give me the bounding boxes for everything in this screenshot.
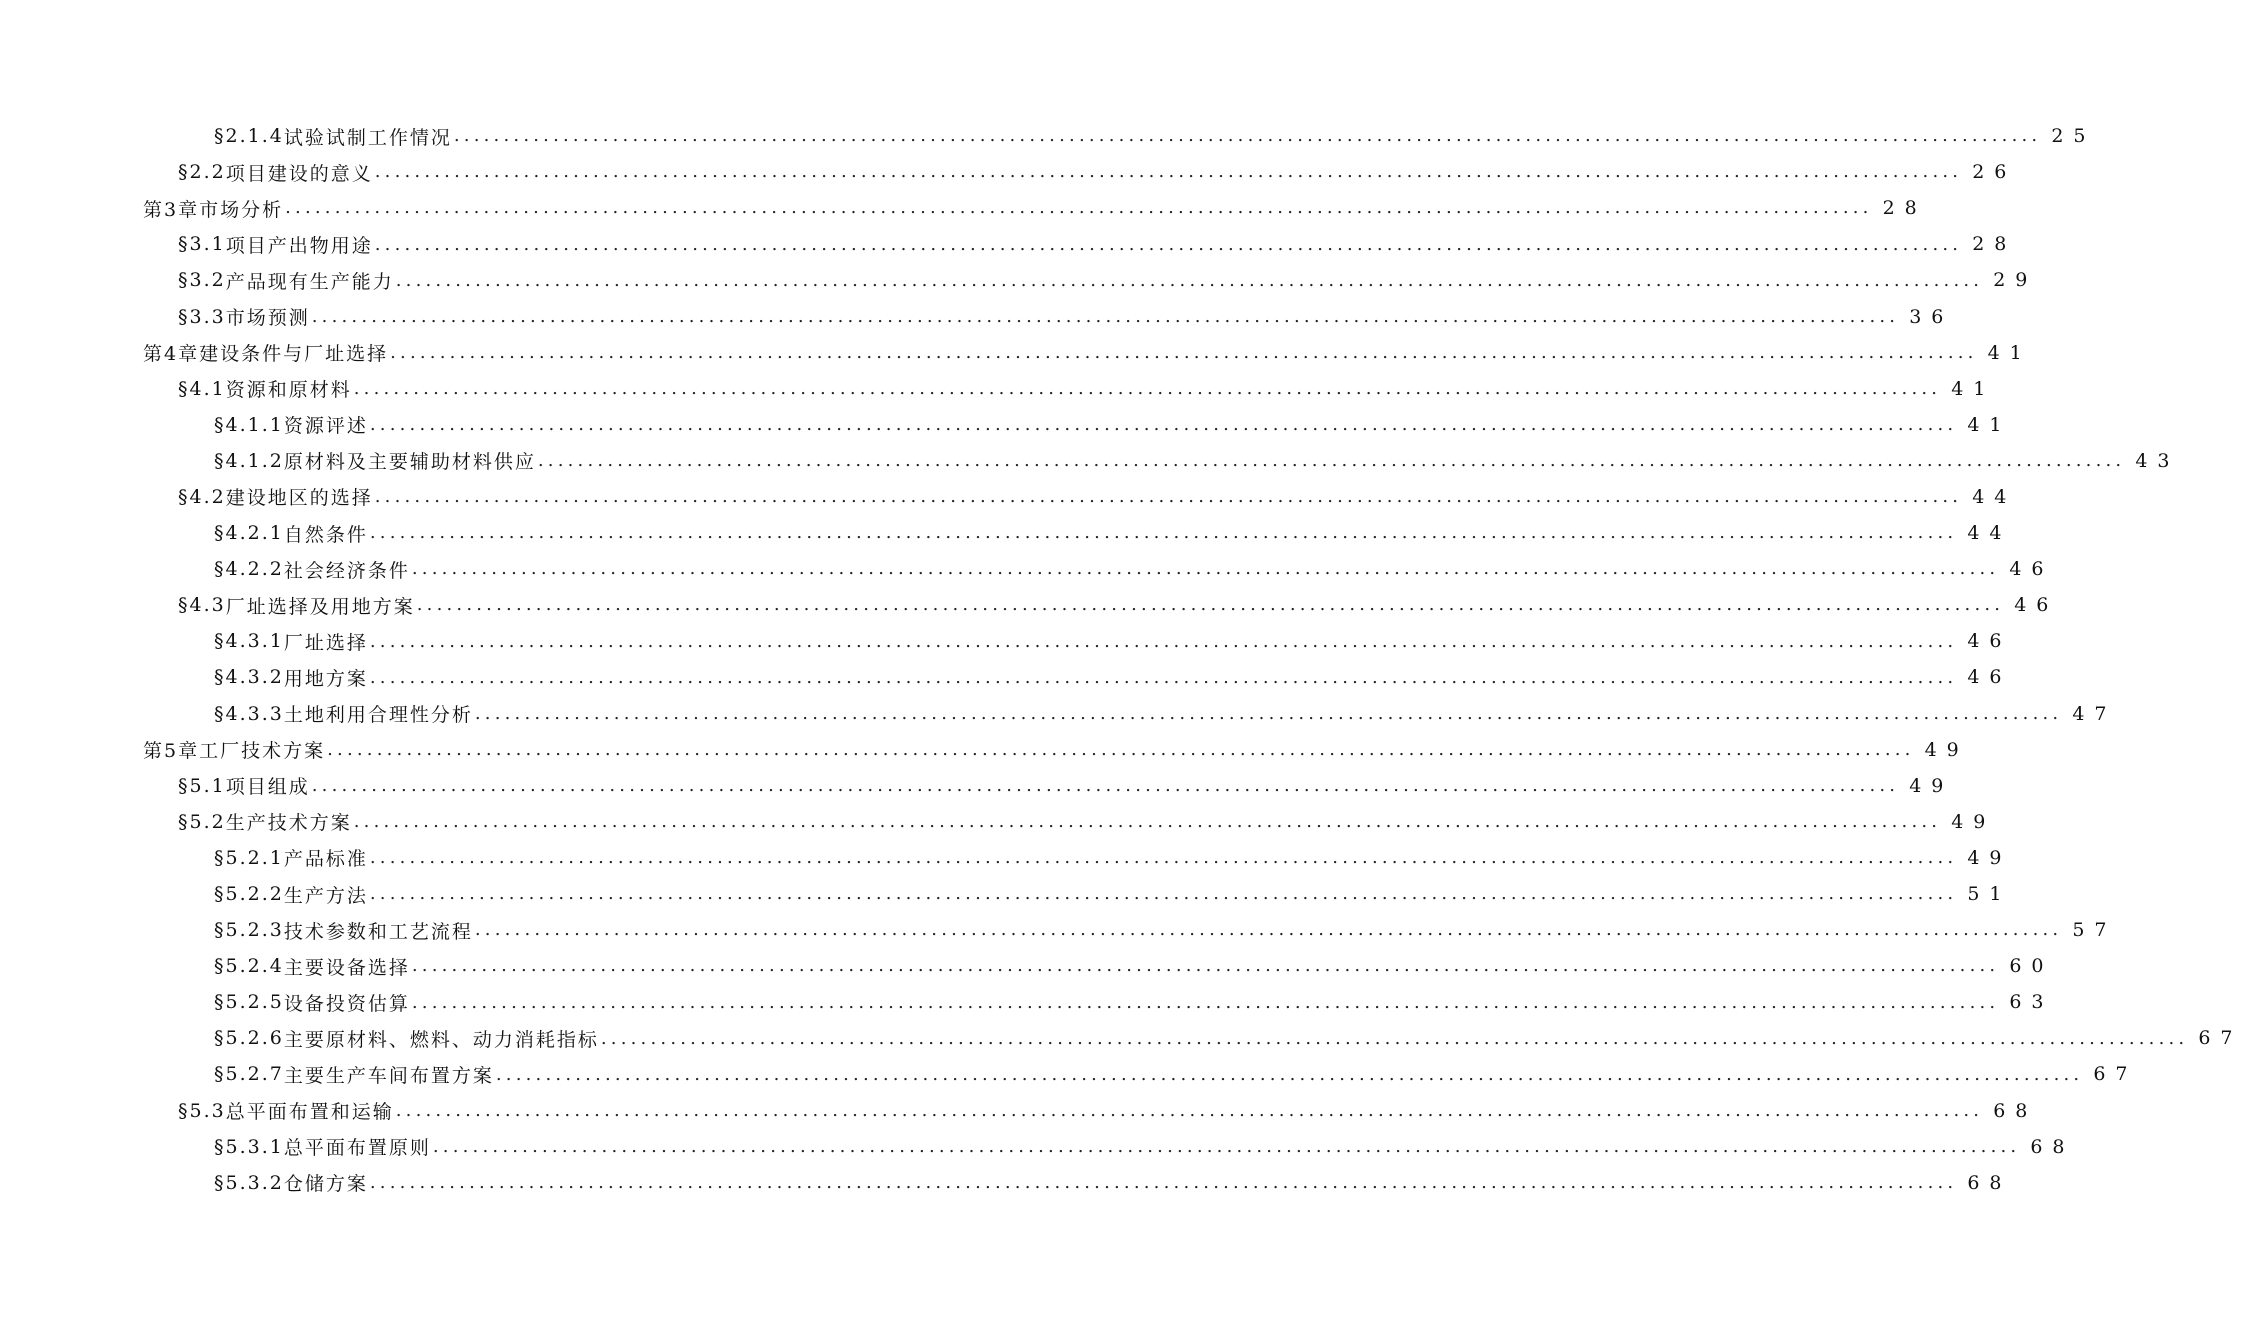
toc-dot-leader: ................................................................................................................................................................ <box>374 486 1963 508</box>
table-of-contents <box>0 118 2243 1201</box>
toc-entry-number: §3.2 <box>178 269 226 292</box>
toc-entry-number: §3.3 <box>178 305 226 328</box>
toc-entry[interactable] <box>0 768 1954 804</box>
toc-dot-leader: ................................................................................................................................................................ <box>395 269 1984 291</box>
toc-dot-leader: ................................................................................................................................................................ <box>411 955 2000 977</box>
toc-dot-leader: ................................................................................................................................................................ <box>369 847 1958 869</box>
toc-entry-title: 项目产出物用途 <box>225 234 373 257</box>
toc-entry[interactable] <box>0 443 2180 479</box>
toc-entry-number: §5.1 <box>178 774 226 797</box>
toc-entry-title: 仓储方案 <box>283 1173 368 1196</box>
toc-entry-page-number: 29 <box>1993 269 2038 292</box>
toc-dot-leader: ................................................................................................................................................................ <box>453 125 2042 147</box>
toc-dot-leader: ................................................................................................................................................................ <box>353 377 1942 399</box>
toc-entry-title: 生产技术方案 <box>225 812 352 835</box>
toc-entry-number: §5.2 <box>178 810 226 833</box>
toc-entry-number: §4.3.3 <box>214 702 284 725</box>
toc-entry-number: §5.3.1 <box>214 1135 284 1158</box>
toc-entry[interactable] <box>0 984 2054 1020</box>
toc-entry-page-number: 46 <box>2014 594 2059 617</box>
toc-entry[interactable] <box>0 226 2017 262</box>
toc-dot-leader: ................................................................................................................................................................ <box>369 414 1958 435</box>
toc-entry-page-number: 28 <box>1972 233 2017 256</box>
toc-dot-leader: ................................................................................................................................................................ <box>474 919 2063 941</box>
toc-entry-page-number: 67 <box>2093 1063 2138 1086</box>
toc-entry[interactable] <box>0 587 2059 623</box>
toc-entry-page-number: 26 <box>1972 161 2017 184</box>
toc-entry-number: §4.1.1 <box>214 413 284 436</box>
toc-entry-page-number: 49 <box>1967 846 2012 869</box>
toc-entry-number: §2.1.4 <box>214 125 284 148</box>
toc-entry-title: 产品现有生产能力 <box>225 270 394 293</box>
toc-dot-leader: ................................................................................................................................................................ <box>369 1171 1958 1193</box>
toc-dot-leader: ................................................................................................................................................................ <box>537 450 2126 472</box>
toc-entry-title: 总平面布置原则 <box>283 1137 431 1160</box>
toc-entry-page-number: 60 <box>2009 955 2054 978</box>
toc-entry[interactable] <box>0 479 2017 515</box>
toc-dot-leader: ................................................................................................................................................................ <box>495 1063 2084 1085</box>
toc-entry-title: 市场分析 <box>199 198 284 221</box>
toc-entry-number: §5.2.1 <box>214 846 284 869</box>
toc-entry[interactable] <box>0 840 2012 876</box>
toc-entry-title: 资源和原材料 <box>225 379 352 402</box>
toc-entry-number: 第5章 <box>143 740 200 763</box>
toc-entry-title: 主要原材料、燃料、动力消耗指标 <box>283 1028 599 1051</box>
toc-entry-page-number: 41 <box>1967 413 2012 436</box>
toc-entry[interactable] <box>0 696 2117 732</box>
toc-entry[interactable] <box>0 335 2032 371</box>
toc-entry-page-number: 57 <box>2072 919 2117 942</box>
toc-entry-title: 生产方法 <box>283 884 368 907</box>
toc-entry-title: 项目组成 <box>225 776 310 799</box>
toc-entry-number: §4.1 <box>178 377 226 400</box>
toc-entry[interactable] <box>0 1093 2038 1129</box>
toc-entry[interactable] <box>0 1129 2075 1165</box>
toc-entry-page-number: 63 <box>2009 991 2054 1014</box>
toc-entry-page-number: 49 <box>1909 774 1954 797</box>
toc-entry-page-number: 41 <box>1951 377 1996 400</box>
toc-dot-leader: ................................................................................................................................................................ <box>369 522 1958 544</box>
toc-dot-leader: ................................................................................................................................................................ <box>369 666 1958 688</box>
toc-entry-number: §4.1.2 <box>214 449 284 472</box>
toc-dot-leader: ................................................................................................................................................................ <box>311 774 1900 796</box>
toc-entry-number: §5.2.5 <box>214 991 284 1014</box>
toc-entry-page-number: 49 <box>1951 810 1996 833</box>
toc-entry-title: 自然条件 <box>283 523 368 546</box>
toc-entry-page-number: 46 <box>2009 558 2054 581</box>
toc-entry-page-number: 44 <box>1972 485 2017 508</box>
toc-entry[interactable] <box>0 732 1969 768</box>
toc-entry-number: §4.2 <box>178 485 226 508</box>
toc-entry-page-number: 28 <box>1882 197 1927 220</box>
toc-entry-number: §3.1 <box>178 233 226 256</box>
toc-dot-leader: ................................................................................................................................................................ <box>390 341 1978 363</box>
toc-entry[interactable] <box>0 515 2012 551</box>
toc-entry-title: 用地方案 <box>283 667 368 690</box>
toc-entry-page-number: 46 <box>1967 630 2012 653</box>
toc-dot-leader: ................................................................................................................................................................ <box>411 991 2000 1013</box>
toc-dot-leader: ................................................................................................................................................................ <box>327 738 1915 760</box>
toc-entry[interactable] <box>0 371 1996 407</box>
toc-entry-page-number: 68 <box>1993 1099 2038 1122</box>
toc-dot-leader: ................................................................................................................................................................ <box>311 305 1900 327</box>
toc-entry-number: §5.2.4 <box>214 955 284 978</box>
toc-entry-title: 土地利用合理性分析 <box>283 704 473 727</box>
toc-entry-page-number: 41 <box>1987 341 2032 364</box>
toc-entry-page-number: 25 <box>2051 125 2096 148</box>
toc-entry-title: 工厂技术方案 <box>199 740 326 763</box>
toc-entry-number: 第4章 <box>143 343 200 366</box>
toc-entry-page-number: 43 <box>2135 449 2180 472</box>
toc-entry[interactable] <box>0 298 1954 334</box>
toc-dot-leader: ................................................................................................................................................................ <box>474 702 2063 724</box>
toc-entry-title: 资源评述 <box>283 415 368 438</box>
toc-entry-number: §4.3.1 <box>214 630 284 653</box>
toc-entry-title: 设备投资估算 <box>283 992 410 1015</box>
toc-entry-page-number: 68 <box>2030 1135 2075 1158</box>
toc-entry-number: §5.2.2 <box>214 883 284 906</box>
toc-entry[interactable] <box>0 407 2012 443</box>
toc-entry[interactable] <box>0 1056 2138 1092</box>
toc-entry-title: 厂址选择及用地方案 <box>225 595 415 618</box>
toc-entry-title: 市场预测 <box>225 307 310 330</box>
toc-entry-page-number: 67 <box>2198 1027 2243 1050</box>
toc-entry-number: §5.2.6 <box>214 1027 284 1050</box>
toc-entry-number: §4.3 <box>178 594 226 617</box>
toc-entry-page-number: 68 <box>1967 1171 2012 1194</box>
toc-entry-title: 试验试制工作情况 <box>283 126 452 149</box>
toc-dot-leader: ................................................................................................................................................................ <box>369 630 1958 652</box>
toc-entry-title: 主要生产车间布置方案 <box>283 1064 494 1087</box>
toc-entry-number: §4.3.2 <box>214 666 284 689</box>
toc-dot-leader: ................................................................................................................................................................ <box>285 197 1873 219</box>
toc-entry[interactable] <box>0 118 2096 154</box>
toc-entry-title: 产品标准 <box>283 848 368 871</box>
toc-entry[interactable] <box>0 190 1927 226</box>
toc-entry-number: §2.2 <box>178 161 226 184</box>
toc-entry[interactable] <box>0 876 2012 912</box>
toc-entry-title: 建设地区的选择 <box>225 487 373 510</box>
toc-dot-leader: ................................................................................................................................................................ <box>432 1135 2021 1157</box>
toc-dot-leader: ................................................................................................................................................................ <box>369 883 1958 905</box>
toc-entry-page-number: 51 <box>1967 883 2012 906</box>
toc-entry-title: 建设条件与厂址选择 <box>199 343 389 366</box>
toc-entry[interactable] <box>0 659 2012 695</box>
toc-entry[interactable] <box>0 1165 2012 1201</box>
toc-entry-number: §4.2.1 <box>214 522 284 545</box>
toc-entry-page-number: 44 <box>1967 522 2012 545</box>
toc-entry-title: 技术参数和工艺流程 <box>283 920 473 943</box>
toc-entry[interactable] <box>0 1020 2243 1056</box>
toc-entry-title: 厂址选择 <box>283 631 368 654</box>
toc-entry-number: §5.2.7 <box>214 1063 284 1086</box>
toc-dot-leader: ................................................................................................................................................................ <box>416 594 2005 616</box>
toc-entry[interactable] <box>0 912 2117 948</box>
toc-entry-title: 社会经济条件 <box>283 559 410 582</box>
toc-entry-page-number: 49 <box>1924 738 1969 761</box>
toc-entry-number: §5.3 <box>178 1099 226 1122</box>
toc-entry-page-number: 36 <box>1909 305 1954 328</box>
toc-entry-number: §4.2.2 <box>214 558 284 581</box>
toc-dot-leader: ................................................................................................................................................................ <box>411 558 2000 580</box>
toc-entry[interactable] <box>0 154 2017 190</box>
toc-entry-title: 项目建设的意义 <box>225 162 373 185</box>
toc-entry-title: 主要设备选择 <box>283 956 410 979</box>
toc-entry-number: 第3章 <box>143 198 200 221</box>
toc-dot-leader: ................................................................................................................................................................ <box>353 811 1942 833</box>
toc-entry-title: 原材料及主要辅助材料供应 <box>283 451 536 474</box>
toc-entry-page-number: 47 <box>2072 702 2117 725</box>
toc-dot-leader: ................................................................................................................................................................ <box>374 233 1963 255</box>
toc-entry-number: §5.2.3 <box>214 919 284 942</box>
toc-entry-page-number: 46 <box>1967 666 2012 689</box>
toc-entry-title: 总平面布置和运输 <box>225 1101 394 1124</box>
toc-entry-number: §5.3.2 <box>214 1171 284 1194</box>
toc-entry[interactable] <box>0 804 1996 840</box>
toc-entry[interactable] <box>0 262 2038 298</box>
toc-entry[interactable] <box>0 551 2054 587</box>
toc-entry[interactable] <box>0 948 2054 984</box>
toc-entry[interactable] <box>0 623 2012 659</box>
toc-dot-leader: ................................................................................................................................................................ <box>395 1099 1984 1121</box>
toc-dot-leader: ................................................................................................................................................................ <box>374 161 1963 183</box>
toc-dot-leader: ................................................................................................................................................................ <box>600 1027 2189 1049</box>
